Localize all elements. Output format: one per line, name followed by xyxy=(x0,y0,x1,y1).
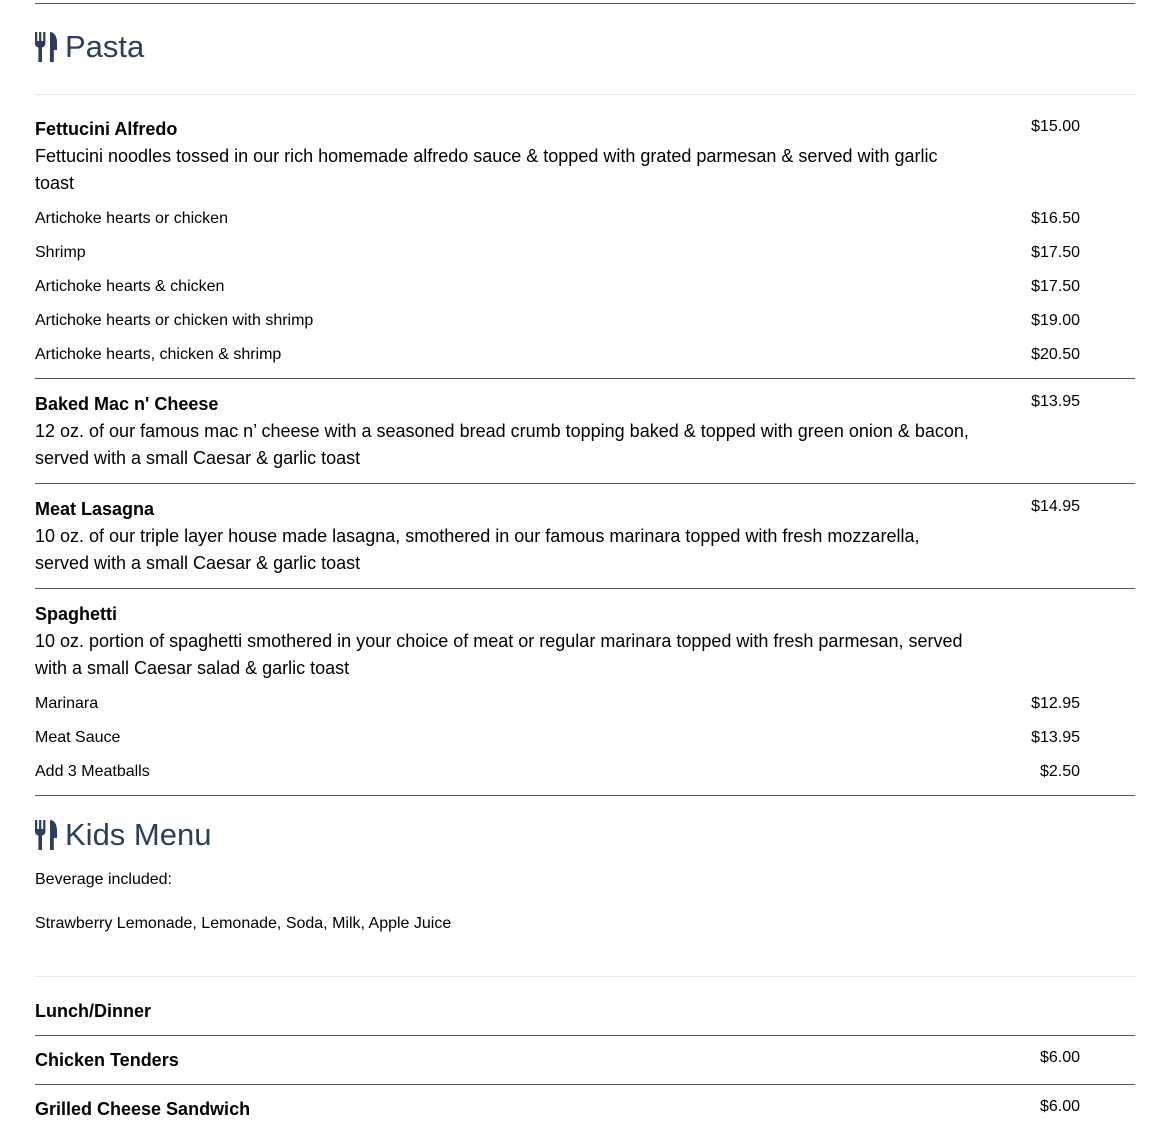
option-price: $12.95 xyxy=(1031,695,1080,712)
option-label: Artichoke hearts or chicken with shrimp xyxy=(35,312,314,329)
item-name: Grilled Cheese Sandwich xyxy=(35,1099,251,1119)
option-price: $16.50 xyxy=(1031,210,1080,227)
option-price: $17.50 xyxy=(1031,278,1080,295)
option-row xyxy=(35,236,1135,270)
utensils-icon xyxy=(35,32,57,62)
option-price: $17.50 xyxy=(1031,244,1080,261)
option-label: Artichoke hearts or chicken xyxy=(35,210,228,227)
option-row xyxy=(35,304,1135,338)
option-label: Marinara xyxy=(35,695,99,712)
option-row xyxy=(35,202,1135,236)
item-price: $6.00 xyxy=(1039,1049,1080,1066)
item-description: 12 oz. of our famous mac n’ cheese with a seasoned bread crumb topping baked & topped with green onion & bacon, served with a small Caesar & garlic toast xyxy=(35,421,969,468)
menu-item xyxy=(35,95,1135,379)
option-row xyxy=(35,755,1135,789)
item-name: Fettucini Alfredo xyxy=(35,119,178,139)
item-name: Baked Mac n' Cheese xyxy=(35,394,219,414)
item-price: $6.00 xyxy=(1039,1098,1080,1115)
menu-item xyxy=(35,589,1135,796)
option-price: $2.50 xyxy=(1039,763,1080,780)
item-price: $15.00 xyxy=(1031,118,1080,135)
option-row xyxy=(35,687,1135,721)
option-price: $19.00 xyxy=(1031,312,1080,329)
option-row xyxy=(35,338,1135,372)
option-row xyxy=(35,270,1135,304)
subheading-lunch-dinner: Lunch/Dinner xyxy=(35,1001,151,1021)
section-title-pasta: Pasta xyxy=(65,29,145,64)
menu-page xyxy=(35,0,1135,1133)
option-price: $13.95 xyxy=(1031,729,1080,746)
item-name: Meat Lasagna xyxy=(35,499,155,519)
option-label: Meat Sauce xyxy=(35,729,121,746)
item-name: Chicken Tenders xyxy=(35,1050,179,1070)
beverage-label: Beverage included: xyxy=(35,871,172,888)
option-row xyxy=(35,721,1135,755)
option-price: $20.50 xyxy=(1031,346,1080,363)
option-label: Add 3 Meatballs xyxy=(35,763,150,780)
menu-item xyxy=(35,379,1135,484)
option-label: Artichoke hearts & chicken xyxy=(35,278,225,295)
item-price: $13.95 xyxy=(1031,393,1080,410)
subheading-row xyxy=(35,977,1135,1036)
section-title-kids: Kids Menu xyxy=(65,817,212,852)
utensils-icon xyxy=(35,820,57,850)
menu-item xyxy=(35,1085,1135,1133)
item-name: Spaghetti xyxy=(35,604,118,624)
kids-section-header xyxy=(35,814,1135,856)
option-label: Shrimp xyxy=(35,244,86,261)
item-description: 10 oz. portion of spaghetti smothered in your choice of meat or regular marinara topped with fresh parmesan, served with a small Caesar salad & garlic toast xyxy=(35,631,963,678)
pasta-section-header xyxy=(35,26,1135,68)
item-price: $14.95 xyxy=(1031,498,1080,515)
item-description: 10 oz. of our triple layer house made lasagna, smothered in our famous marinara topped with fresh mozzarella, served with a small Caesar & garlic toast xyxy=(35,526,920,573)
top-divider xyxy=(35,0,1135,4)
item-description: Fettucini noodles tossed in our rich homemade alfredo sauce & topped with grated parmesan & served with garlic toast xyxy=(35,146,938,193)
menu-item xyxy=(35,484,1135,589)
menu-item xyxy=(35,1036,1135,1085)
option-label: Artichoke hearts, chicken & shrimp xyxy=(35,346,282,363)
beverage-list: Strawberry Lemonade, Lemonade, Soda, Milk, Apple Juice xyxy=(35,915,452,932)
